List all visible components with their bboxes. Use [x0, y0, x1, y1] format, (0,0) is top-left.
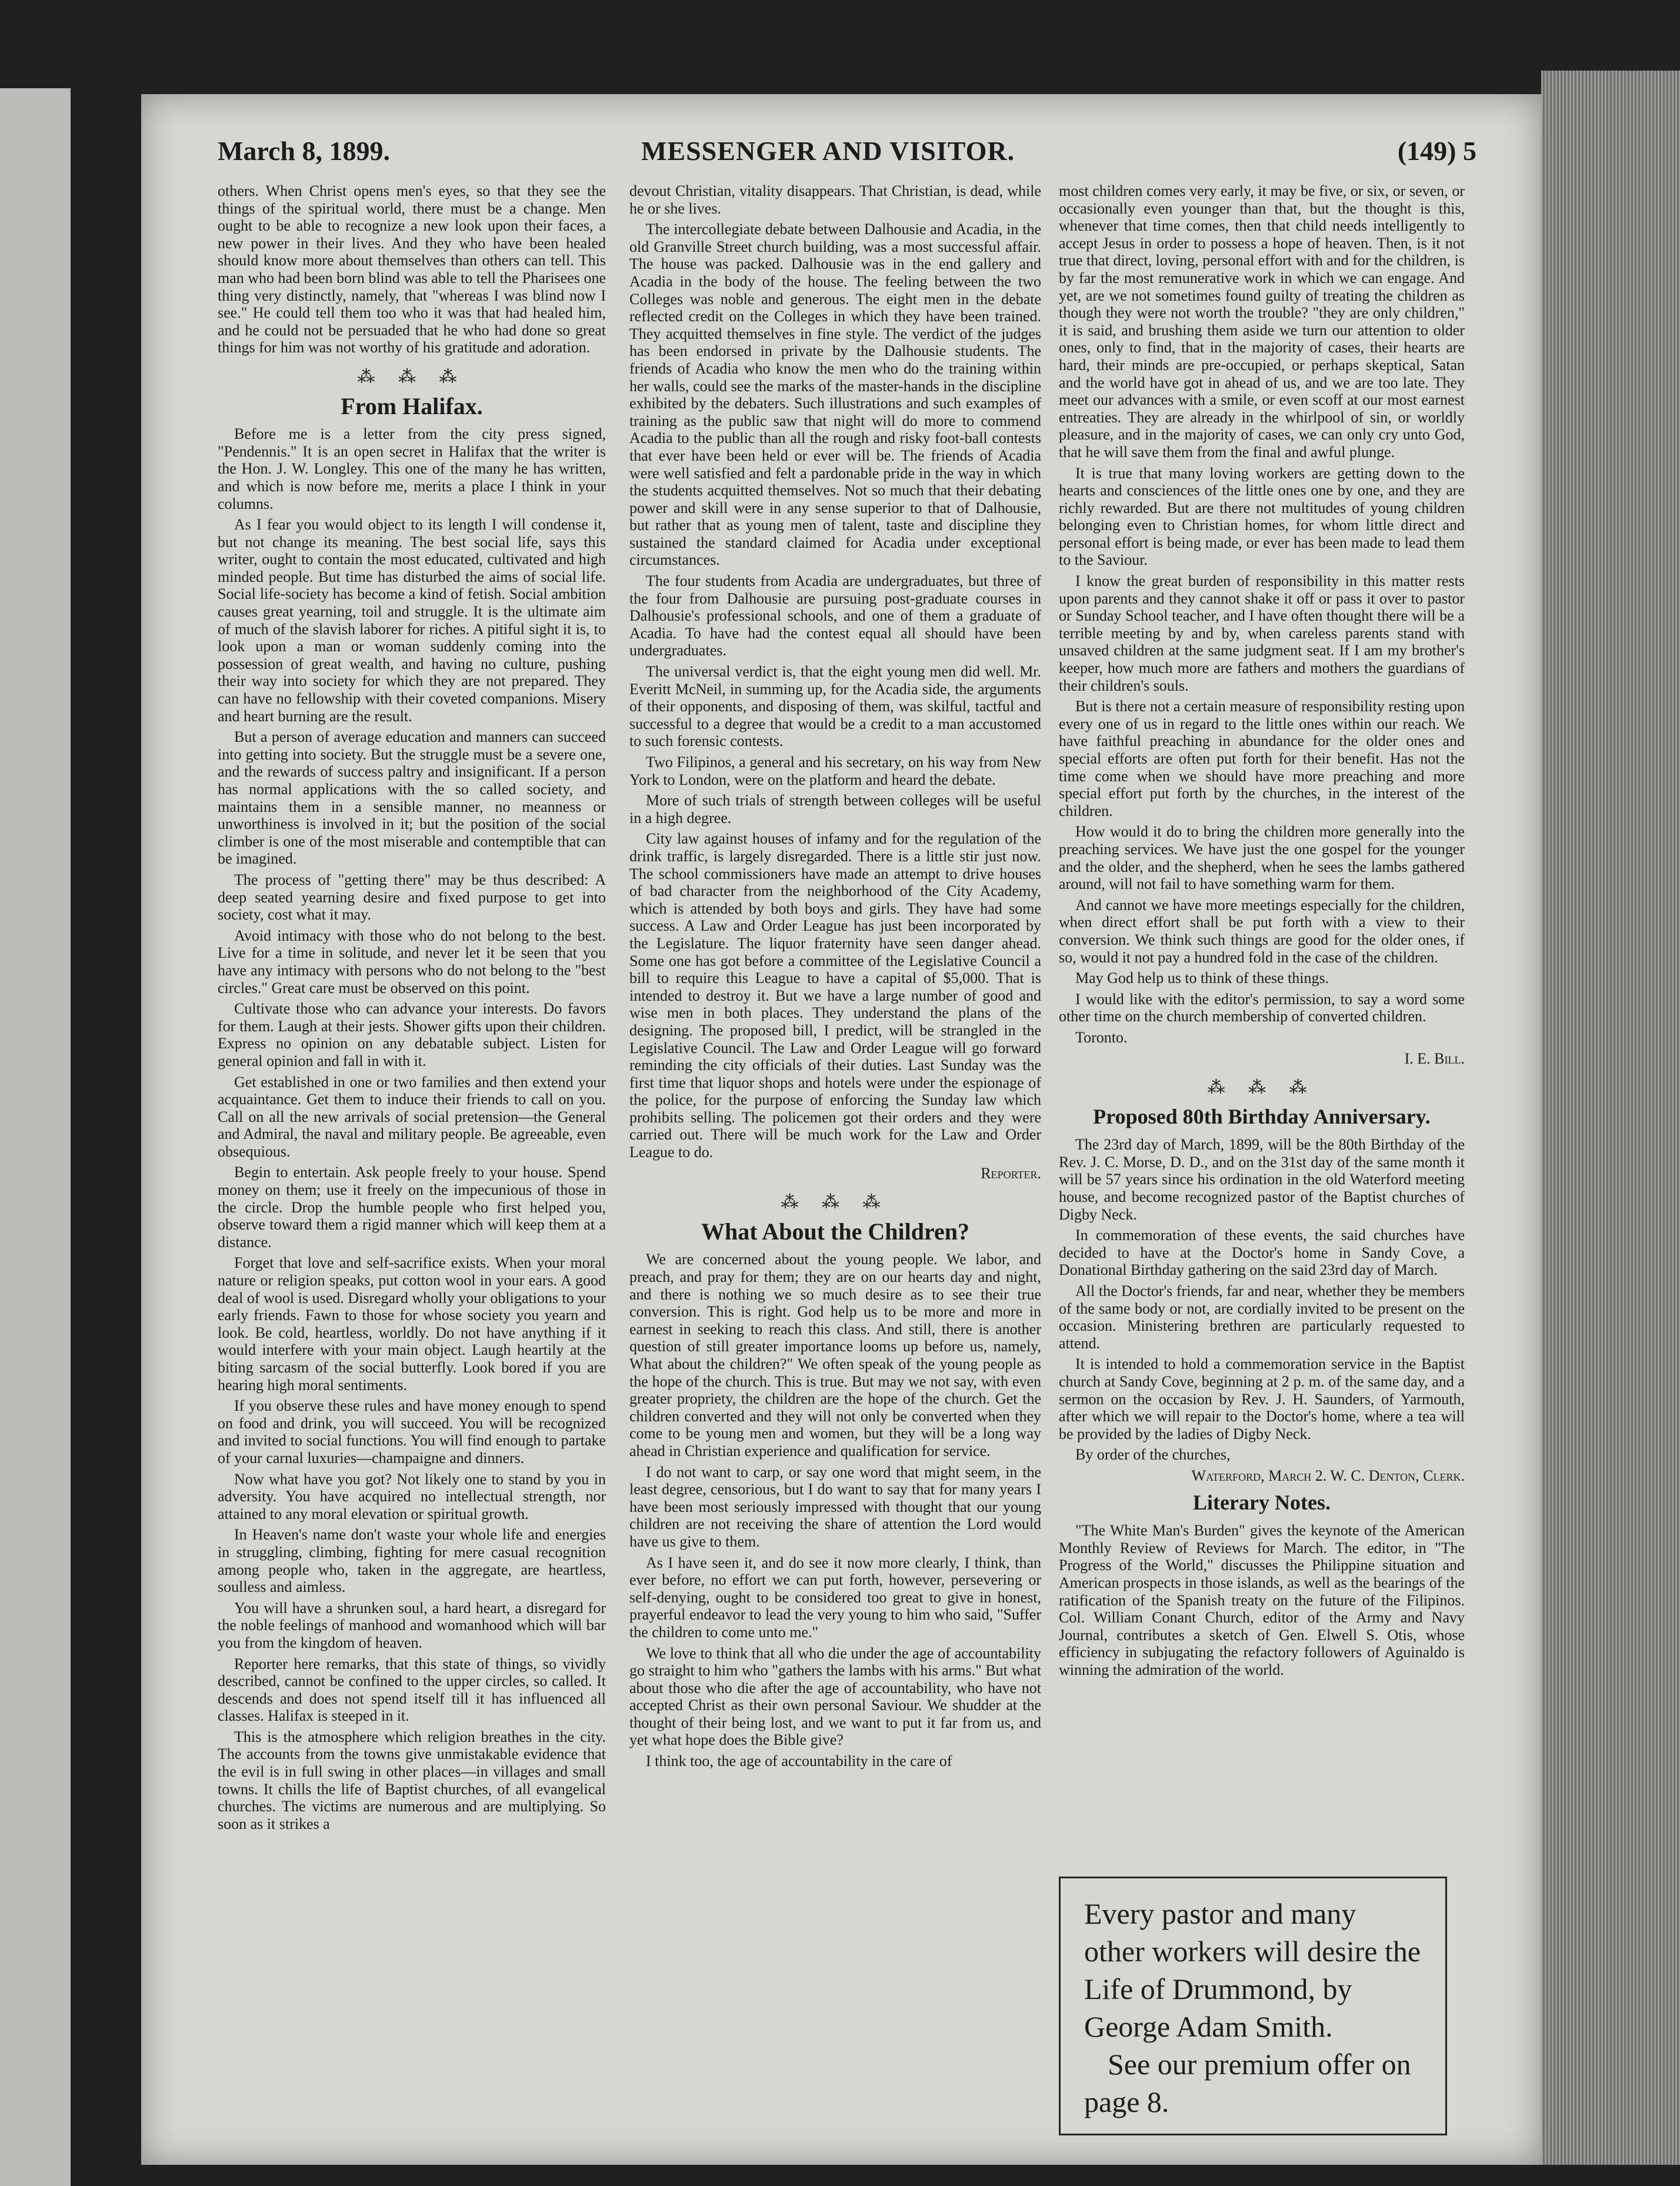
article-text: If you observe these rules and have money enough to spend on food and drink, you will succeed. You will be recognized and invited to social functions. You will find enough to partake of your carnal luxuries—champaigne and dinners. — [218, 1397, 606, 1467]
article-text: Cultivate those who can advance your interests. Do favors for them. Laugh at their jests. Shower gifts upon their children. Express no opinion on any debatable subject. Listen for general opinion and fall in with it. — [218, 1000, 606, 1069]
article-text: We are concerned about the young people. We labor, and preach, and pray for them; they are on our hearts day and night, and there is nothing we so much desire as to see their true conversion. This is right. God help us to be more and more in earnest in seeking to reach this class. And still, there is another question of still greater importance looms up before us, namely, What about the children?" We often speak of the young people as the hope of the church. This is true. But may we not say, with even greater propriety, the children are the hope of the church. Get the children converted and they will not only be converted when they come to be young men and women, but they will be a long way ahead in Christian experience and qualification for service. — [629, 1251, 1041, 1459]
ornament-divider: ⁂ ⁂ ⁂ — [357, 366, 466, 386]
article-text: most children comes very early, it may be five, or six, or seven, or occasionally even younger than that, but the thought is this, whenever that time comes, then that child needs intelligently to accept Jesus in order to possess a hope of heaven. Then, is it not true that direct, loving, personal effort with and for the children, is by far the most remunerative work in which we can engage. And yet, are we not sometimes found guilty of treating the children as though they were not worth the trouble? "they are only children," it is said, and brushing them aside we turn our attention to older ones, only to find, that in the majority of cases, their hearts are hard, their minds are pre-occupied, or perhaps skeptical, Satan and the world have got in ahead of us, and we are too late. They meet our advances with a smile, or even scoff at our most earnest entreaties. They are already in the whirlpool of sin, or worldly pleasure, and in the majority of cases, we can only cry unto God, that he will save them from the final and awful plunge. — [1059, 182, 1465, 461]
article-text: Begin to entertain. Ask people freely to your house. Spend money on them; use it freely on the impecunious of those in the circle. Drop the humble people who first helped you, observe toward them a rigid manner which will keep them at a distance. — [218, 1164, 606, 1251]
article-text: The 23rd day of March, 1899, will be the 80th Birthday of the Rev. J. C. Morse, D. D., and on the 31st day of the same month it will be 57 years since his ordination in the old Waterford meeting house, and become recognized pastor of the Baptist churches of Digby Neck. — [1059, 1136, 1465, 1223]
article-text: I would like with the editor's permission, to say a word some other time on the church membership of converted children. — [1059, 990, 1465, 1025]
masthead — [218, 135, 1512, 176]
article-text: We love to think that all who die under the age of accountability go straight to him who "gathers the lambs with his arms." But what about those who die after the age of accountability, who have not accepted Christ as their own personal Saviour. We shudder at the thought of their being lost, and we want to put it far from us, and yet what hope does the Bible give? — [629, 1644, 1041, 1749]
article-text: I think too, the age of accountability in the care of — [646, 1752, 952, 1770]
article-text: But is there not a certain measure of responsibility resting upon every one of us in regard to the little ones within our reach. We have faithful preaching in abundance for the older ones and special efforts are often put forth for their benefit. Has not the time come when we should have more preaching and more special effort put forth by the churches, in the interest of the children. — [1059, 698, 1465, 819]
article-text: I do not want to carp, or say one word that might seem, in the least degree, censorious, but I do want to say that for many years I have been most seriously impressed with thought that our young children are not receiving the share of attention the Lord would have us give to them. — [629, 1463, 1041, 1550]
article-text: others. When Christ opens men's eyes, so that they see the things of the spiritual world, there must be a change. Men ought to be able to recognize a new look upon their faces, a new power in their lives. And they who have been healed should know more about themselves than others can tell. This man who had been born blind was able to tell the Pharisees one thing very distinctly, namely, that "whereas I was blind now I see." He could tell them too who it was that had healed him, and he could not be persuaded that he who had done so great things for him was not worthy of his gratitude and adoration. — [218, 182, 606, 356]
article-text: The universal verdict is, that the eight young men did well. Mr. Everitt McNeil, in summing up, for the Acadia side, the arguments of their opponents, and disposing of them, was skilful, tactful and successful to a degree that would be a credit to a man accustomed to such forensic contests. — [629, 663, 1041, 750]
signature: I. E. Bill. — [1404, 1049, 1465, 1067]
signature: Reporter. — [981, 1164, 1041, 1182]
article-heading: What About the Children? — [701, 1218, 969, 1245]
advertisement-box — [1059, 1877, 1447, 2135]
article-text: As I fear you would object to its length I will condense it, but not change its meaning. The best social life, says this writer, ought to contain the most educated, cultivated and high minded people. But time has disturbed the aims of social life. Social life-society has become a kind of fetish. Social ambition causes great yearning, toil and struggle. It is the ultimate aim of much of the slavish laborer for riches. A pitiful sight it is, to look upon a man or woman suddenly coming into the possession of great wealth, and having no culture, pushing their way into society for which they are not prepared. They can have no fellowship with their coveted companions. Misery and heart burning are the result. — [218, 516, 606, 725]
article-text: It is intended to hold a commemoration service in the Baptist church at Sandy Cove, beginning at 2 p. m. of the same day, and a sermon on the occasion by Rev. J. H. Saunders, of Yarmouth, after which we will repair to the Doctor's home, where a tea will be provided by the ladies of Digby Neck. — [1059, 1355, 1465, 1442]
newspaper-page — [141, 94, 1541, 2165]
column-3 — [1059, 182, 1465, 1682]
article-text: Forget that love and self-sacrifice exists. When your moral nature or religion speaks, put cotton wool in your ears. A good deal of wool is used. Disregard wholly your obligations to your early friends. Fawn to those for whose society you yearn and look. Be cold, heartless, worldly. Do not have anything if it would interfere with your main object. Laugh heartily at the biting sarcasm of the social butterfly. Look bored if you are hearing high moral sentiments. — [218, 1254, 606, 1394]
article-text: As I have seen it, and do see it now more clearly, I think, than ever before, no effort we can put forth, however, persevering or self-denying, ought to be considered too great to give in honest, prayerful endeavor to lead the very young to him who said, "Suffer the children to come unto me." — [629, 1554, 1041, 1641]
article-text: It is true that many loving workers are getting down to the hearts and consciences of the little ones one by one, and they are richly rewarded. But are there not multitudes of young children belonging even to Christian homes, for whom little direct and personal effort is being made, or ever has been made to lead them to the Saviour. — [1059, 464, 1465, 569]
article-text: "The White Man's Burden" gives the keynote of the American Monthly Review of Reviews for March. The editor, in "The Progress of the World," discusses the Philippine situation and American prospects in those islands, as well as the bearings of the ratification of the Spanish treaty on the future of the Filipinos. Col. William Conant Church, editor of the Army and Navy Journal, contributes a sketch of Gen. Elwell S. Otis, whose efficiency in subjugating the refactory followers of Aguinaldo is winning the admiration of the world. — [1059, 1522, 1465, 1678]
article-text: You will have a shrunken soul, a hard heart, a disregard for the noble feelings of manhood and womanhood which will bar you from the kingdom of heaven. — [218, 1599, 606, 1651]
article-text: In commemoration of these events, the said churches have decided to have at the Doctor's home in Sandy Cove, a Donational Birthday gathering on the said 23rd day of March. — [1059, 1227, 1465, 1279]
article-text: Reporter here remarks, that this state of things, so vividly described, cannot be confined to the upper circles, so called. It descends and does not spend itself till it has influenced all classes. Halifax is steeped in it. — [218, 1655, 606, 1725]
article-text: Avoid intimacy with those who do not belong to the best. Live for a time in solitude, and never let it be seen that you have any intimacy with persons who do not belong to the "best circles." Great care must be observed on this point. — [218, 927, 606, 997]
column-2 — [629, 182, 1041, 1774]
ad-text: Every pastor and many other workers will desire the Life of Drummond, by George Adam Smith. — [1084, 1897, 1421, 2043]
article-text: May God help us to think of these things. — [1075, 969, 1329, 987]
page-edge-left — [0, 88, 71, 2186]
article-text: devout Christian, vitality disappears. That Christian, is dead, while he or she lives. — [629, 182, 1041, 217]
article-text: And cannot we have more meetings especially for the children, when direct effort shall be put forth with a view to their conversion. We think such things are good for the older ones, if so, would it not pay a hundred fold in the case of the children. — [1059, 896, 1465, 966]
article-text: I know the great burden of responsibility in this matter rests upon parents and they cannot shake it off or pass it over to pastor or Sunday School teacher, and I have often thought there will be a terrible meeting by and by, when careless parents stand with unsaved children at the same judgment seat. If I am my brother's keeper, how much more are fathers and mothers the guardians of their children's souls. — [1059, 572, 1465, 694]
article-text: This is the atmosphere which religion breathes in the city. The accounts from the towns give unmistakable evidence that the evil is in full swing in other places—in villages and small towns. It chills the life of Baptist churches, of all evangelical churches. The victims are numerous and are multiplying. So soon as it strikes a — [218, 1728, 606, 1832]
article-heading: Proposed 80th Birthday Anniversary. — [1093, 1104, 1431, 1128]
issue-date: March 8, 1899. — [218, 136, 391, 166]
paper-title: MESSENGER AND VISITOR. — [641, 136, 1015, 166]
article-heading: From Halifax. — [341, 392, 483, 419]
article-text: Toronto. — [1075, 1028, 1128, 1046]
article-heading: Literary Notes. — [1193, 1490, 1331, 1514]
article-text: How would it do to bring the children more generally into the preaching services. We have just the one gospel for the younger and the older, and the shepherd, when he sees the lambs gathered around, will not fail to have something warm for them. — [1059, 823, 1465, 893]
article-text: The process of "getting there" may be thus described: A deep seated yearning desire and fixed purpose to get into society, cost what it may. — [218, 871, 606, 924]
article-text: Two Filipinos, a general and his secretary, on his way from New York to London, were on the platform and heard the debate. — [629, 754, 1041, 788]
article-text: The intercollegiate debate between Dalhousie and Acadia, in the old Granville Street church building, was a most successful affair. The house was packed. Dalhousie was in the end gallery and Acadia in the body of the house. The feeling between the two Colleges was noble and generous. The eight men in the debate reflected credit on the Colleges in which they have been trained. They acquitted themselves in fine style. The verdict of the judges has been endorsed in private by the Dalhousie students. The friends of Acadia who know the men who do the training within her walls, could see the marks of the master-hands in the discipline exhibited by the debaters. Such illustrations and such examples of training as the public saw that night will do more to commend Acadia to the public than all the rough and risky foot-ball contests that ever have been held or ever will be. The friends of Acadia were well satisfied and felt a pardonable pride in the way in which the students acquitted themselves. Not so much that their debating power and skill were in any sense superior to that of Dalhousie, but rather that as young men of talent, taste and discipline they sustained the standard claimed for Acadia under exceptional circumstances. — [629, 221, 1041, 569]
ad-text: See our premium offer on page 8. — [1084, 2048, 1411, 2118]
article-text: All the Doctor's friends, far and near, whether they be members of the same body or not, are cordially invited to be present on the occasion. Ministering brethren are particularly requested to attend. — [1059, 1282, 1465, 1352]
column-1 — [218, 182, 606, 1836]
article-text: More of such trials of strength between colleges will be useful in a high degree. — [629, 792, 1041, 827]
page-number: (149) 5 — [1397, 136, 1476, 166]
ornament-divider: ⁂ ⁂ ⁂ — [1207, 1078, 1316, 1098]
article-text: Get established in one or two families and then extend your acquaintance. Get them to induce their friends to call on you. Call on all the new arrivals of social pretension—the General and Admiral, the naval and military people. Be agreeable, even obsequious. — [218, 1073, 606, 1160]
ornament-divider: ⁂ ⁂ ⁂ — [781, 1192, 890, 1212]
book-edge-right — [1541, 71, 1680, 2165]
article-text: The four students from Acadia are undergraduates, but three of the four from Dalhousie are pursuing post-graduate courses in Dalhousie's professional schools, and one of them a graduate of Acadia. To have had the contest equal all should have been undergraduates. — [629, 572, 1041, 659]
signature: Waterford, March 2. W. C. Denton, Clerk. — [1191, 1467, 1465, 1484]
article-text: City law against houses of infamy and for the regulation of the drink traffic, is largely disregarded. There is a little stir just now. The school commissioners have made an attempt to drive houses of bad character from the neighborhood of the City Academy, which is attended by both boys and girls. They have had some success. A Law and Order League has just been incorporated by the Legislature. The liquor fraternity have seen danger ahead. Some one has got before a committee of the Legislative Council a bill to require this League to have a capital of $5,000. That is intended to destroy it. But we have a large number of good and wise men in both places. They understand the plans of the designing. The proposed bill, I predict, will be strangled in the Legislative Council. The Law and Order League will go forward reminding the city officials of their duties. Last Sunday was the first time that liquor shops and hotels were under the espionage of the police, for the purpose of enforcing the Sunday law which prohibits selling. The policemen got their orders and they were carried out. There will be much work for the Law and Order League to do. — [629, 830, 1041, 1161]
article-text: By order of the churches, — [1075, 1446, 1231, 1464]
article-text: Before me is a letter from the city press signed, "Pendennis." It is an open secret in Halifax that the writer is the Hon. J. W. Longley. This one of the many he has written, and which is now before me, merits a place I think in your columns. — [218, 425, 606, 512]
article-text: In Heaven's name don't waste your whole life and energies in struggling, climbing, fighting for mere casual recognition among people who, taken in the aggregate, are heartless, soulless and aimless. — [218, 1526, 606, 1596]
article-text: But a person of average education and manners can succeed into getting into society. But the struggle must be a severe one, and the rewards of success paltry and insignificant. If a person has normal applications with the so called society, and maintains them in a sensible manner, no meanness or unworthiness is involved in it; but the position of the social climber is one of the most miserable and contemptible that can be imagined. — [218, 728, 606, 868]
article-text: Now what have you got? Not likely one to stand by you in adversity. You have acquired no intellectual strength, nor attained to any moral elevation or spiritual growth. — [218, 1470, 606, 1522]
